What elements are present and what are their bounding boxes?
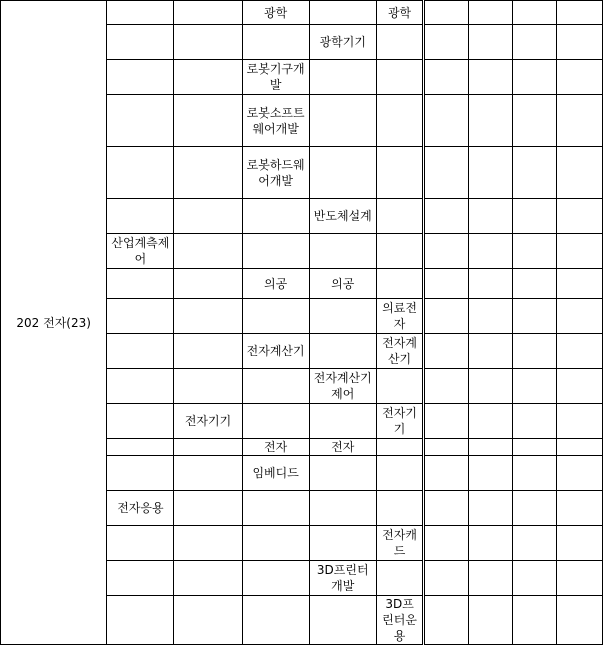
table-cell [107,561,174,596]
table-cell [468,369,512,404]
table-cell: 의공 [309,269,376,299]
table-cell [557,1,603,25]
table-cell [242,199,309,234]
table-cell [309,60,376,95]
table-cell: 의공 [242,269,309,299]
table-cell: 광학 [242,1,309,25]
table-cell [424,199,468,234]
table-cell [107,526,174,561]
table-cell: 로봇기구개발 [242,60,309,95]
table-cell [242,561,309,596]
table-row [1,1,603,25]
table-cell [309,596,376,645]
table-cell [424,334,468,369]
table-cell [513,456,557,491]
table-cell [424,526,468,561]
table-cell [513,439,557,456]
table-cell [309,299,376,334]
table-cell [242,25,309,60]
table-cell [309,1,376,25]
table-cell [376,199,423,234]
table-cell [242,491,309,526]
table-cell [424,234,468,269]
table-cell: 전자캐드 [376,526,423,561]
table-cell [424,60,468,95]
table-cell [107,596,174,645]
table-cell [376,456,423,491]
table-cell [513,596,557,645]
table-cell [242,596,309,645]
table-cell [107,147,174,199]
table-cell [376,439,423,456]
table-cell [376,147,423,199]
table-cell: 3D프린터개발 [309,561,376,596]
table-cell [557,234,603,269]
course-grid-body [1,1,603,645]
table-cell [107,369,174,404]
table-cell [174,334,242,369]
table-cell [557,269,603,299]
table-cell [513,334,557,369]
table-cell: 로봇소프트웨어개발 [242,95,309,147]
table-cell [309,456,376,491]
table-cell [513,1,557,25]
table-cell [174,60,242,95]
table-cell [513,25,557,60]
table-cell [468,334,512,369]
table-cell [376,95,423,147]
table-cell [174,95,242,147]
table-cell: 광학기기 [309,25,376,60]
table-cell [174,596,242,645]
table-cell [242,299,309,334]
table-cell [376,25,423,60]
table-cell [242,234,309,269]
table-cell [513,404,557,439]
table-cell [174,299,242,334]
table-cell [513,95,557,147]
table-cell [468,1,512,25]
table-cell [174,439,242,456]
table-cell [107,334,174,369]
table-cell: 임베디드 [242,456,309,491]
table-cell [107,404,174,439]
table-cell [424,491,468,526]
table-cell [468,491,512,526]
table-cell [309,334,376,369]
table-cell: 전자응용 [107,491,174,526]
table-cell [468,234,512,269]
table-cell [424,561,468,596]
table-cell [468,404,512,439]
table-cell [174,491,242,526]
table-cell [513,299,557,334]
table-cell [513,60,557,95]
table-cell [513,269,557,299]
table-cell [557,491,603,526]
table-cell [107,199,174,234]
table-cell [174,561,242,596]
table-cell [174,456,242,491]
table-cell [557,369,603,404]
table-cell: 반도체설계 [309,199,376,234]
table-cell [107,456,174,491]
table-cell [513,199,557,234]
table-cell [557,561,603,596]
table-cell [424,456,468,491]
table-cell [107,1,174,25]
table-cell [468,95,512,147]
table-cell [468,60,512,95]
table-cell: 3D프린터운용 [376,596,423,645]
table-cell [107,25,174,60]
table-cell: 산업계측제어 [107,234,174,269]
table-cell [557,199,603,234]
table-cell [309,526,376,561]
table-cell [557,439,603,456]
table-cell [557,147,603,199]
table-cell [468,456,512,491]
table-cell [468,561,512,596]
table-cell: 전자기기 [174,404,242,439]
table-cell [513,369,557,404]
table-cell [468,299,512,334]
table-cell [557,526,603,561]
table-cell: 의료전자 [376,299,423,334]
table-cell [107,269,174,299]
table-cell [376,561,423,596]
table-cell [174,526,242,561]
table-cell [174,369,242,404]
table-cell: 로봇하드웨어개발 [242,147,309,199]
table-cell: 광학 [376,1,423,25]
table-cell: 전자계산기 [376,334,423,369]
table-cell [468,439,512,456]
table-cell [513,526,557,561]
table-cell [468,199,512,234]
table-cell [468,25,512,60]
table-cell [557,596,603,645]
table-cell [424,299,468,334]
table-cell [557,334,603,369]
table-cell [174,234,242,269]
table-cell [468,596,512,645]
table-cell: 전자기기 [376,404,423,439]
table-cell [309,95,376,147]
table-cell [424,1,468,25]
table-cell: 전자계산기제어 [309,369,376,404]
table-cell [309,147,376,199]
table-cell [174,199,242,234]
table-cell [424,439,468,456]
table-cell [242,369,309,404]
table-cell [557,60,603,95]
table-cell [424,95,468,147]
table-cell [513,561,557,596]
table-cell [424,596,468,645]
table-cell [424,25,468,60]
table-cell [376,491,423,526]
department-label: 202 전자(23) [1,1,107,645]
table-cell [107,299,174,334]
table-cell [309,234,376,269]
table-cell [174,1,242,25]
table-cell [468,269,512,299]
table-cell: 전자계산기 [242,334,309,369]
table-cell [107,439,174,456]
table-cell: 전자 [242,439,309,456]
table-cell [424,404,468,439]
table-cell [376,369,423,404]
table-cell [557,404,603,439]
table-cell [242,526,309,561]
table-cell [107,60,174,95]
table-cell [424,369,468,404]
table-cell [376,234,423,269]
table-cell [557,95,603,147]
table-cell [309,404,376,439]
table-cell [513,491,557,526]
table-cell [424,147,468,199]
table-cell [242,404,309,439]
table-cell [557,25,603,60]
table-cell [107,95,174,147]
table-cell [424,269,468,299]
table-cell [557,456,603,491]
table-cell [468,526,512,561]
table-cell: 전자 [309,439,376,456]
table-cell [513,147,557,199]
table-cell [174,147,242,199]
table-cell [468,147,512,199]
table-cell [376,60,423,95]
table-cell [309,491,376,526]
table-cell [513,234,557,269]
table-cell [174,25,242,60]
table-cell [376,269,423,299]
table-cell [174,269,242,299]
table-cell [557,299,603,334]
